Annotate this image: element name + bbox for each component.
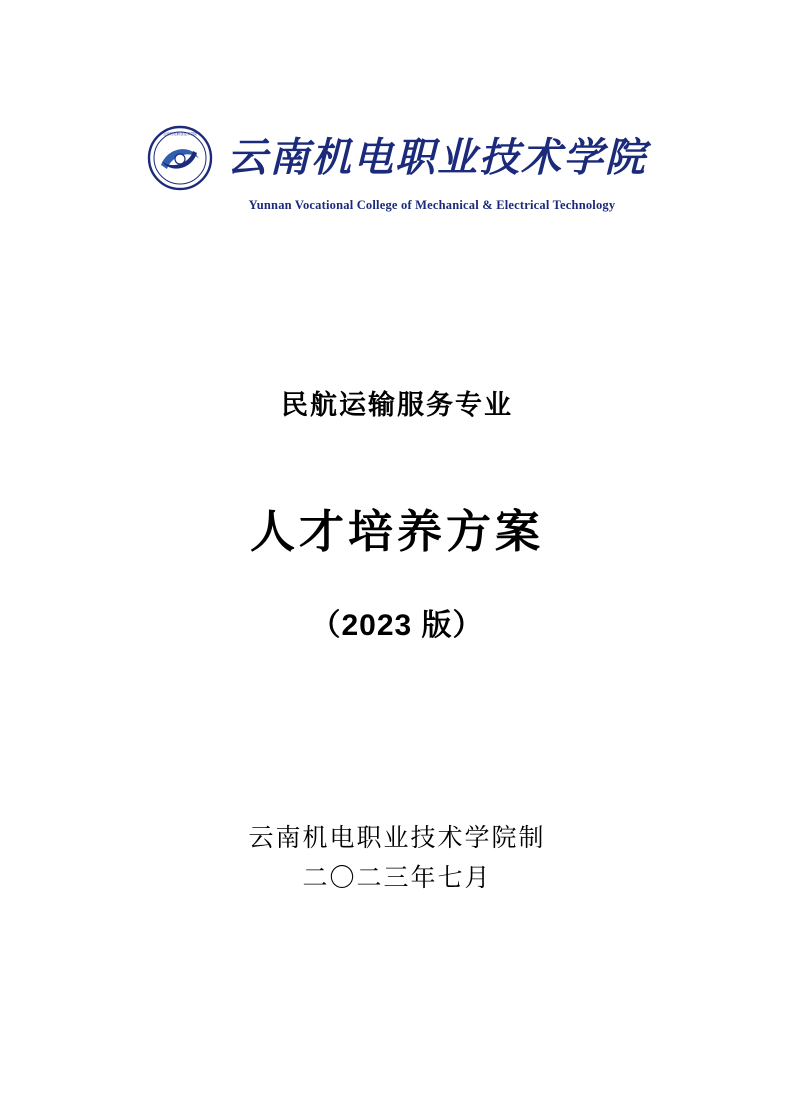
page-title: 人才培养方案 xyxy=(249,506,544,557)
cover-footer xyxy=(0,818,794,898)
college-emblem-icon xyxy=(147,125,213,191)
issuer-line: 云南机电职业技术学院制 xyxy=(248,824,546,852)
college-logo xyxy=(0,125,794,213)
version-label: （2023 版） xyxy=(310,609,484,642)
date-line: 二〇二三年七月 xyxy=(302,864,492,892)
logo-chinese-name: 云南机电职业技术学院 xyxy=(227,135,647,180)
major-title: 民航运输服务专业 xyxy=(281,390,513,421)
logo-english-name: Yunnan Vocational College of Mechanical & Electrical Technology xyxy=(248,198,616,212)
svg-text:云南机电职业技术学院: 云南机电职业技术学院 xyxy=(163,132,197,136)
logo-row xyxy=(147,125,647,191)
